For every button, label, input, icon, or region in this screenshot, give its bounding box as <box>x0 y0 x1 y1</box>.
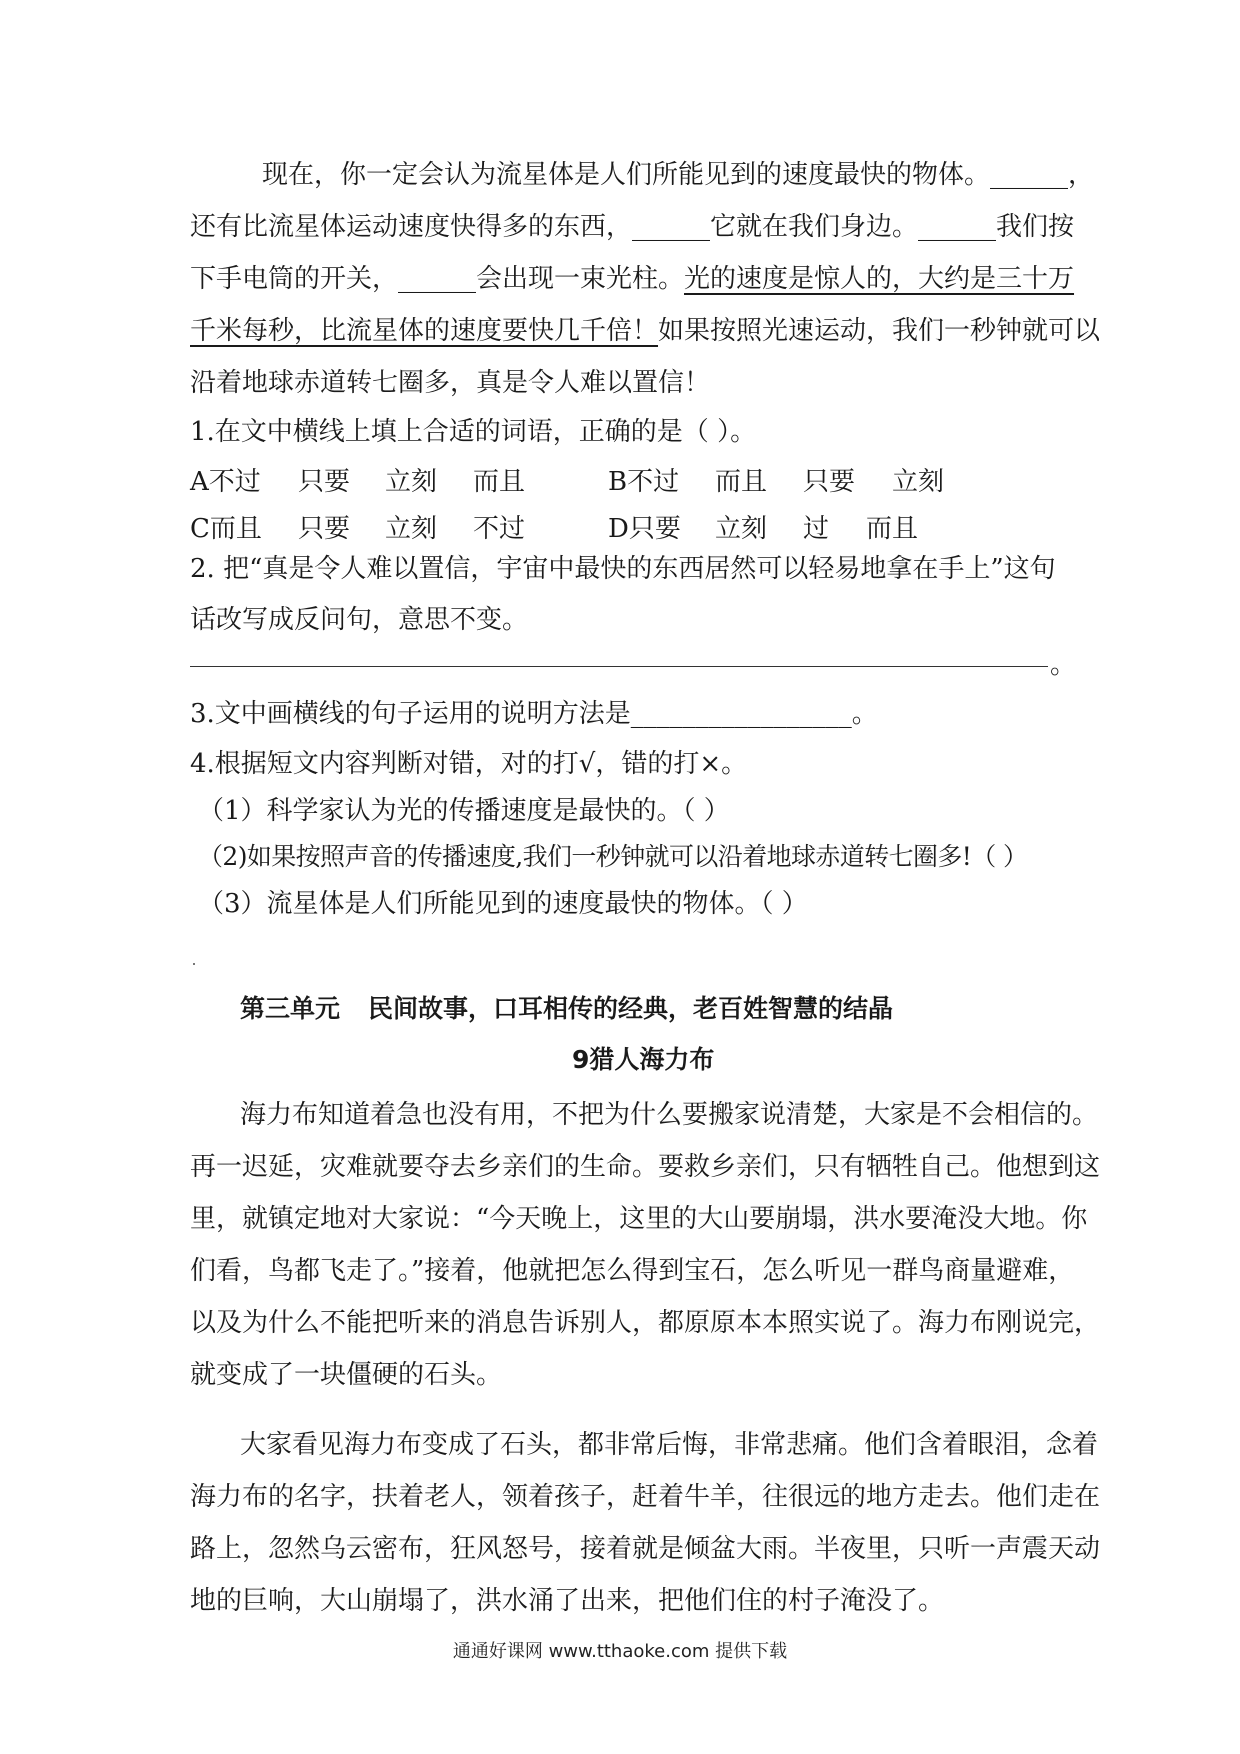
option-C-word-3: 立刻 <box>385 514 438 544</box>
option-D-word-2: 立刻 <box>715 514 768 544</box>
option-D-word-3: 过 <box>803 514 830 544</box>
passage1-line-5: 沿着地球赤道转七圈多，真是令人难以置信！ <box>190 368 711 398</box>
passage1-line-2: 还有比流星体运动速度快得多的东西，______它就在我们身边。______我们按 <box>190 212 1075 242</box>
option-D-word-4: 而且 <box>866 514 919 544</box>
option-C-word-1: C而且 <box>190 514 262 544</box>
passage1-line-1: 现在，你一定会认为流星体是人们所能见到的速度最快的物体。______， <box>262 160 1095 190</box>
answer-line-end: 。 <box>1050 650 1077 680</box>
passage2-line-1: 海力布知道着急也没有用，不把为什么要搬家说清楚，大家是不会相信的。 <box>240 1100 1099 1130</box>
unit-label: 第三单元 <box>240 994 341 1023</box>
underlined-sentence-part1: 光的速度是惊人的，大约是三十万 <box>684 264 1075 294</box>
passage2-line-3: 里，就镇定地对大家说：“今天晚上，这里的大山要崩塌，洪水要淹没大地。你 <box>190 1204 1088 1234</box>
passage1-line-4-text: 如果按照光速运动，我们一秒钟就可以 <box>658 316 1101 346</box>
question-1: 1.在文中横线上填上合适的词语，正确的是（ ）。 <box>190 417 757 447</box>
option-B-word-4: 立刻 <box>892 467 945 497</box>
question-4-item-3: （3）流星体是人们所能见到的速度最快的物体。（ ） <box>198 889 808 919</box>
passage1-line-4 <box>190 314 1100 348</box>
footer-source: 通通好课网 www.tthaoke.com 提供下载 <box>452 1641 788 1662</box>
option-A-word-1: A不过 <box>190 467 261 497</box>
answer-blank-line[interactable] <box>190 666 1048 667</box>
stray-dot <box>193 963 195 965</box>
option-A-word-2: 只要 <box>298 467 351 497</box>
option-A-word-4: 而且 <box>473 467 526 497</box>
option-A-word-3: 立刻 <box>385 467 438 497</box>
lesson-title: 9猎人海力布 <box>572 1045 715 1074</box>
option-C-word-2: 只要 <box>298 514 351 544</box>
passage2-line-4: 们看，鸟都飞走了。”接着，他就把怎么得到宝石，怎么听见一群鸟商量避难， <box>190 1256 1075 1286</box>
question-4-item-1: （1）科学家认为光的传播速度是最快的。（ ） <box>198 796 730 826</box>
passage2-line-6: 就变成了一块僵硬的石头。 <box>190 1360 503 1390</box>
passage3-line-3: 路上，忽然乌云密布，狂风怒号，接着就是倾盆大雨。半夜里，只听一声震天动 <box>190 1534 1101 1564</box>
passage3-line-2: 海力布的名字，扶着老人，领着孩子，赶着牛羊，往很远的地方走去。他们走在 <box>190 1482 1101 1512</box>
question-4: 4.根据短文内容判断对错，对的打√，错的打×。 <box>190 749 748 779</box>
passage2-line-2: 再一迟延，灾难就要夺去乡亲们的生命。要救乡亲们，只有牺牲自己。他想到这 <box>190 1152 1101 1182</box>
option-C-word-4: 不过 <box>473 514 526 544</box>
option-B-word-3: 只要 <box>803 467 856 497</box>
question-3: 3.文中画横线的句子运用的说明方法是_________________。 <box>190 699 878 729</box>
question-2-line-2: 话改写成反问句，意思不变。 <box>190 605 529 635</box>
option-B-word-1: B不过 <box>608 467 680 497</box>
unit-subtitle: 民间故事，口耳相传的经典，老百姓智慧的结晶 <box>368 994 894 1023</box>
passage3-line-4: 地的巨响，大山崩塌了，洪水涌了出来，把他们住的村子淹没了。 <box>190 1586 945 1616</box>
option-B-word-2: 而且 <box>715 467 768 497</box>
passage3-line-1: 大家看见海力布变成了石头，都非常后悔，非常悲痛。他们含着眼泪，念着 <box>240 1430 1099 1460</box>
question-2-line-1: 2. 把“真是令人难以置信，宇宙中最快的东西居然可以轻易地拿在手上”这句 <box>190 554 1056 584</box>
passage2-line-5: 以及为什么不能把听来的消息告诉别人，都原原本本照实说了。海力布刚说完， <box>190 1308 1101 1338</box>
underlined-sentence-part2: 千米每秒，比流星体的速度要快几千倍！ <box>190 316 659 346</box>
passage1-line-3 <box>190 262 1074 296</box>
passage1-line-3-text: 下手电筒的开关，______会出现一束光柱。 <box>190 264 685 294</box>
option-D-word-1: D只要 <box>608 514 681 544</box>
question-4-item-2: （2)如果按照声音的传播速度,我们一秒钟就可以沿着地球赤道转七圈多!（ ） <box>198 842 1028 871</box>
